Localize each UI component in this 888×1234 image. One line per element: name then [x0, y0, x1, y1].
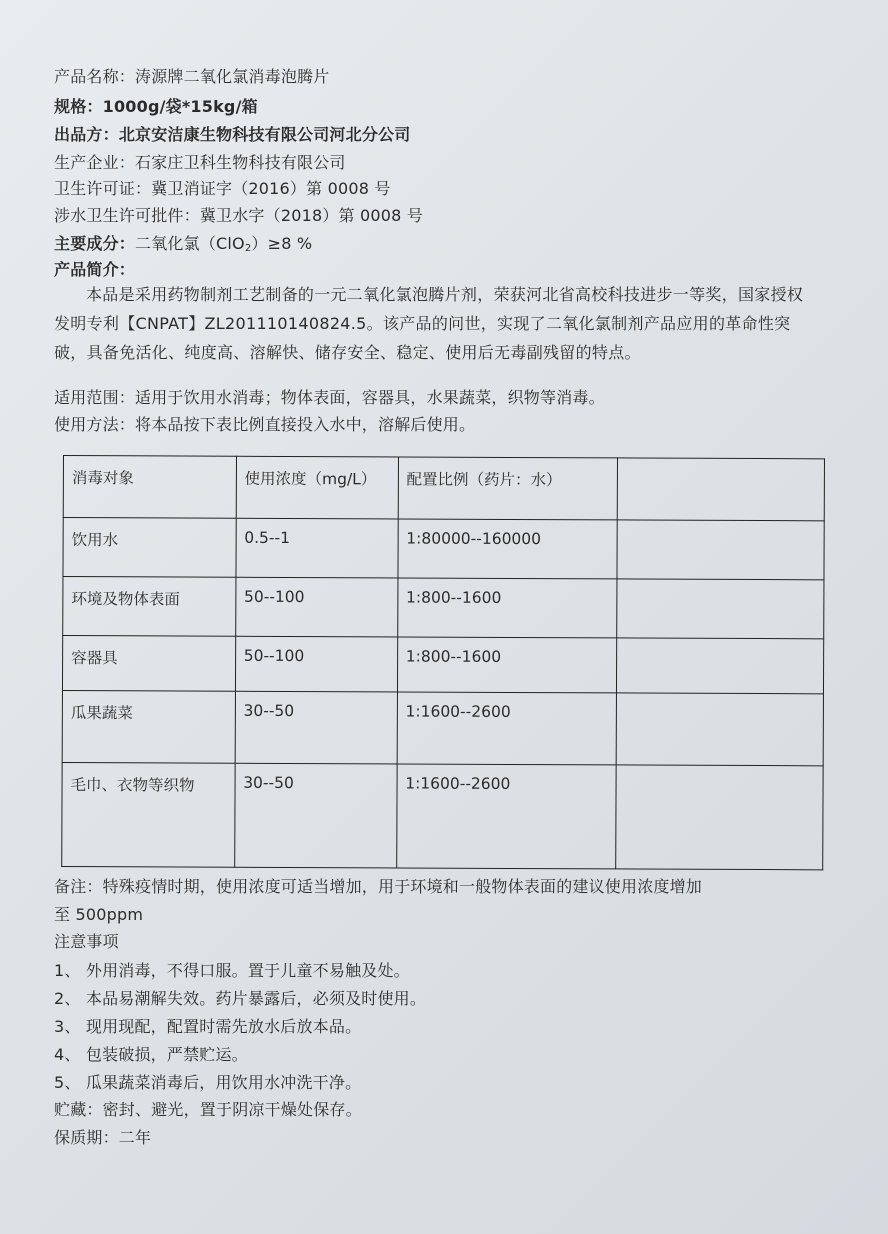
- spec-label: 规格：: [54, 97, 103, 116]
- table-cell: [617, 520, 824, 580]
- water-license-line: [54, 205, 423, 227]
- table-cell: 50--100: [235, 636, 397, 692]
- product-name-value: 涛源牌二氧化氯消毒泡腾片: [135, 67, 330, 86]
- table-cell: 0.5--1: [236, 518, 398, 578]
- table-cell: 30--50: [235, 691, 397, 764]
- producer-value: 北京安洁康生物科技有限公司河北分公司: [118, 125, 411, 144]
- header-cell: 配置比例（药片：水）: [398, 457, 618, 520]
- product-name-label: 产品名称：: [54, 67, 136, 86]
- table-row: [62, 636, 823, 694]
- ingredient-value-post: ）≥8 %: [251, 234, 313, 253]
- producer-label: 出品方：: [54, 125, 119, 144]
- note-line-2: 至 500ppm: [54, 905, 144, 924]
- ingredient-value-pre: 二氧化氯（ClO: [135, 234, 245, 253]
- table-cell: 30--50: [234, 763, 396, 868]
- cautions-title: 注意事项: [54, 932, 119, 951]
- manufacturer-label: 生产企业：: [54, 153, 136, 172]
- spec-line: [54, 96, 258, 118]
- product-name-line: [54, 66, 329, 88]
- intro-body: 本品是采用药物制剂工艺制备的一元二氧化氯泡腾片剂，荣获河北省高校科技进步一等奖，国家授权发明专利【CNPAT】ZL201110140824.5。该产品的问世，实现了二氧化氯制剂产品应用的革命性突破，具备免活化、纯度高、溶解快、储存安全、稳定、使用后无毒副残留的特点。: [54, 285, 804, 362]
- list-item: 3、 现用现配，配置时需先放水后放本品。: [54, 1017, 362, 1036]
- table-cell: 饮用水: [63, 518, 236, 578]
- list-item: 2、 本品易潮解失效。药片暴露后，必须及时使用。: [54, 989, 427, 1008]
- table-cell: 毛巾、衣物等织物: [62, 762, 235, 867]
- intro-title: 产品简介：: [54, 260, 136, 279]
- producer-line: [54, 124, 410, 146]
- table-row: [62, 762, 823, 869]
- water-license-value: 冀卫水字（2018）第 0008 号: [199, 206, 424, 225]
- table-cell: 瓜果蔬菜: [62, 690, 235, 763]
- header-cell: 使用浓度（mg/L）: [236, 456, 398, 519]
- table-cell: 环境及物体表面: [63, 577, 236, 637]
- usage-line: 使用方法：将本品按下表比例直接投入水中，溶解后使用。: [54, 415, 476, 434]
- list-item: 4、 包装破损，严禁贮运。: [54, 1045, 248, 1064]
- table-cell: [617, 638, 824, 694]
- storage-line: 贮藏：密封、避光，置于阴凉干燥处保存。: [54, 1100, 362, 1119]
- license-value: 冀卫消证字（2016）第 0008 号: [151, 179, 391, 198]
- spec-value: 1000g/袋*15kg/箱: [102, 97, 258, 116]
- table-cell: 50--100: [235, 577, 397, 637]
- header-cell: 消毒对象: [63, 456, 236, 519]
- ingredient-line: [54, 233, 312, 260]
- table-cell: 1:1600--2600: [396, 764, 616, 869]
- table-cell: 1:1600--2600: [397, 692, 617, 765]
- table-row: [62, 690, 823, 765]
- ingredient-label: 主要成分：: [54, 234, 136, 253]
- table-cell: 1:800--1600: [397, 637, 617, 693]
- table-cell: [616, 693, 823, 766]
- manufacturer-line: [54, 152, 346, 174]
- dosage-table: [61, 455, 825, 870]
- shelf-life-line: 保质期：二年: [54, 1128, 152, 1147]
- table-row: [63, 577, 824, 639]
- table-cell: 1:800--1600: [397, 578, 617, 638]
- header-cell: [617, 458, 824, 521]
- table-cell: 1:80000--160000: [398, 519, 618, 579]
- license-label: 卫生许可证：: [54, 179, 152, 198]
- table-cell: [617, 579, 824, 639]
- license-line: [54, 178, 391, 200]
- table-cell: [616, 765, 823, 870]
- table-cell: 容器具: [62, 636, 235, 692]
- scope-line: 适用范围：适用于饮用水消毒；物体表面，容器具，水果蔬菜，织物等消毒。: [54, 388, 605, 407]
- manufacturer-value: 石家庄卫科生物科技有限公司: [135, 153, 346, 172]
- table-row: [63, 518, 824, 580]
- ingredient-subscript: 2: [244, 243, 252, 254]
- water-license-label: 涉水卫生许可批件：: [54, 206, 200, 225]
- list-item: 1、 外用消毒，不得口服。置于儿童不易触及处。: [54, 961, 410, 980]
- table-header-row: [63, 456, 824, 521]
- list-item: 5、 瓜果蔬菜消毒后，用饮用水冲洗干净。: [54, 1073, 362, 1092]
- note-line-1: 备注：特殊疫情时期，使用浓度可适当增加，用于环境和一般物体表面的建议使用浓度增加: [54, 877, 703, 896]
